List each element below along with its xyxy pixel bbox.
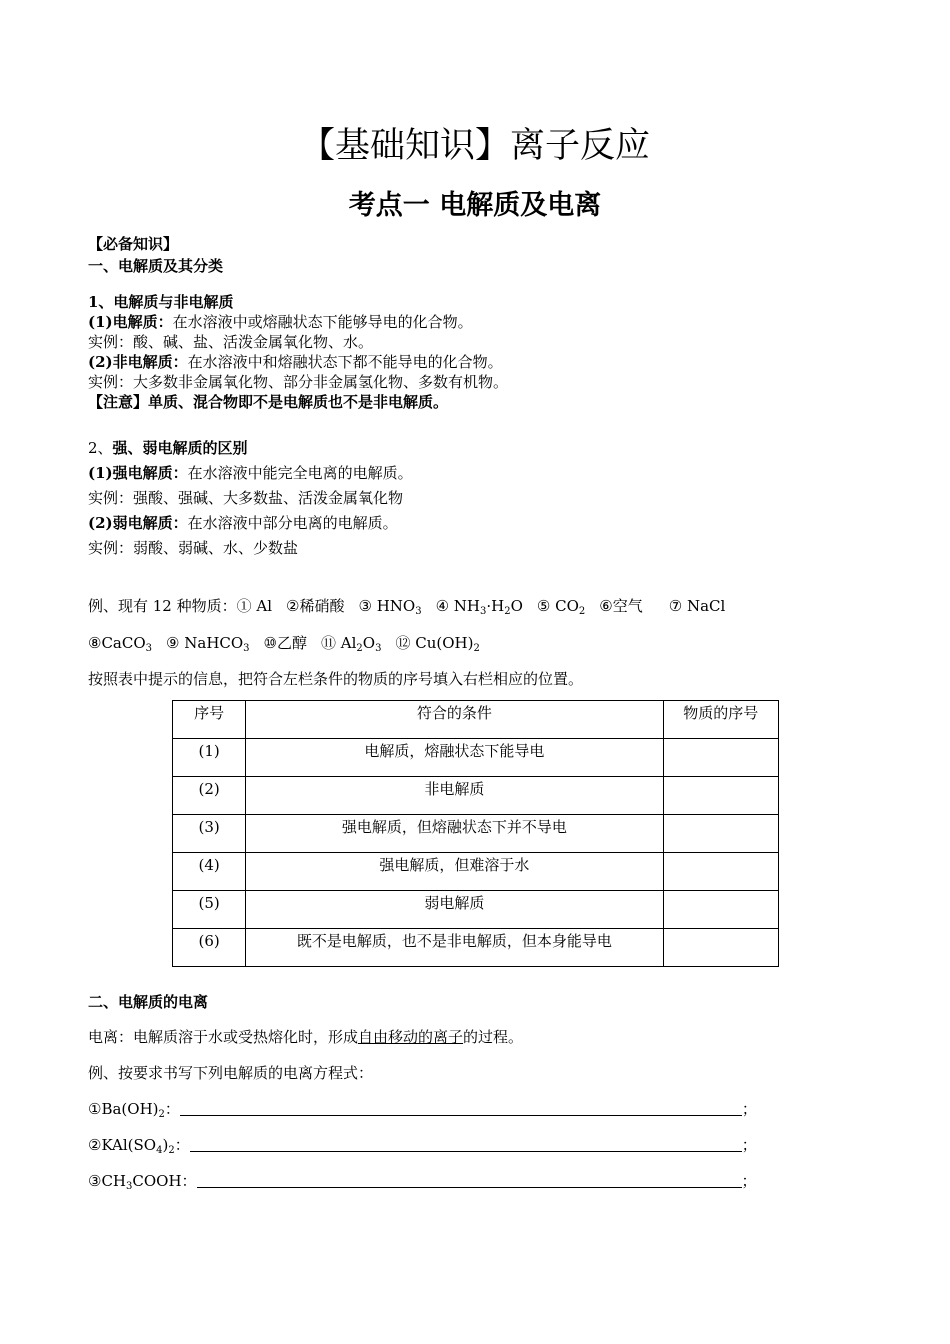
part-1-heading: 1、电解质与非电解质 xyxy=(88,293,234,311)
substance-3: ③ $HNO_3$ xyxy=(358,597,422,617)
row-condition: 强电解质，但熔融状态下并不导电 xyxy=(246,815,663,853)
substance-11: ⑪ $Al_2O_3$ xyxy=(321,634,382,654)
strong-electrolyte-examples: 实例：强酸、强碱、大多数盐、活泼金属氧化物 xyxy=(88,489,404,507)
weak-electrolyte-examples: 实例：弱酸、弱碱、水、少数盐 xyxy=(88,539,299,557)
nonelectrolyte-examples: 实例：大多数非金属氧化物、部分非金属氢化物、多数有机物。 xyxy=(88,373,509,391)
row-condition: 非电解质 xyxy=(246,777,663,815)
header-substances: 物质的序号 xyxy=(663,701,778,739)
weak-electrolyte-definition xyxy=(88,513,398,533)
row-condition: 既不是电解质，也不是非电解质，但本身能导电 xyxy=(246,929,663,967)
electrolyte-definition xyxy=(88,312,473,332)
substance-2: ②稀硝酸 xyxy=(286,597,345,615)
section-required-knowledge: 【必备知识】 xyxy=(88,235,179,253)
row-answer-cell[interactable] xyxy=(663,777,778,815)
question-3-end: ； xyxy=(741,1172,757,1190)
substance-4: ④ $NH_3\cdot H_2O$ xyxy=(435,597,523,617)
ionization-text-pre: 电离：电解质溶于水或受热熔化时，形成 xyxy=(88,1028,359,1046)
weak-text: 在水溶液中部分电离的电解质。 xyxy=(187,514,398,532)
answer-blank-3[interactable] xyxy=(197,1173,742,1188)
electrolyte-label: (1)电解质： xyxy=(88,313,173,331)
question-1 xyxy=(88,1099,757,1119)
example-2-intro: 例、按要求书写下列电解质的电离方程式： xyxy=(88,1064,374,1082)
row-number: (1) xyxy=(173,739,246,777)
row-condition: 电解质，熔融状态下能导电 xyxy=(246,739,663,777)
page-title: 【基础知识】离子反应 xyxy=(299,126,650,166)
row-answer-cell[interactable] xyxy=(663,853,778,891)
strong-label: (1)强电解质： xyxy=(88,464,188,482)
substance-1: ① Al xyxy=(236,597,273,615)
table-header-row xyxy=(173,701,779,739)
substance-6: ⑥空气 xyxy=(599,597,643,615)
example-1-substances-line-2 xyxy=(88,633,480,653)
table-row xyxy=(173,891,779,929)
part-2-heading xyxy=(88,438,248,458)
question-2 xyxy=(88,1135,757,1155)
header-condition: 符合的条件 xyxy=(246,701,663,739)
strong-text: 在水溶液中能完全电离的电解质。 xyxy=(187,464,413,482)
row-number: (6) xyxy=(173,929,246,967)
row-number: (5) xyxy=(173,891,246,929)
nonelectrolyte-text: 在水溶液中和熔融状态下都不能导电的化合物。 xyxy=(187,353,503,371)
example-1-intro: 例、现有 12 种物质： xyxy=(88,597,237,615)
example-1-substances-line-1 xyxy=(88,596,725,616)
substance-10: ⑩乙醇 xyxy=(263,634,307,652)
classification-table xyxy=(172,700,779,967)
row-answer-cell[interactable] xyxy=(663,891,778,929)
question-1-end: ； xyxy=(741,1100,757,1118)
substance-5: ⑤ $CO_2$ xyxy=(536,597,586,617)
table-row xyxy=(173,815,779,853)
row-answer-cell[interactable] xyxy=(663,929,778,967)
table-row xyxy=(173,929,779,967)
part-2-number: 2、 xyxy=(88,439,113,457)
row-answer-cell[interactable] xyxy=(663,815,778,853)
section-1-title: 一、电解质及其分类 xyxy=(88,257,224,275)
question-3-formula: $③CH_3COOH$： xyxy=(88,1172,197,1192)
electrolyte-examples: 实例：酸、碱、盐、活泼金属氧化物、水。 xyxy=(88,333,374,351)
question-3 xyxy=(88,1171,757,1191)
answer-blank-1[interactable] xyxy=(180,1101,742,1116)
row-number: (3) xyxy=(173,815,246,853)
row-answer-cell[interactable] xyxy=(663,739,778,777)
nonelectrolyte-label: (2)非电解质： xyxy=(88,353,188,371)
table-row xyxy=(173,777,779,815)
question-2-end: ； xyxy=(741,1136,757,1154)
question-1-formula: $①Ba(OH)_2$： xyxy=(88,1100,180,1120)
question-2-formula: $②KAl(SO_4)_2$： xyxy=(88,1136,190,1156)
strong-electrolyte-definition xyxy=(88,463,413,483)
ionization-text-post: 的过程。 xyxy=(463,1028,524,1046)
substance-8: ⑧CaCO$_3$ xyxy=(88,634,153,654)
ionization-underlined: 自由移动的离子 xyxy=(358,1028,464,1046)
row-condition: 强电解质，但难溶于水 xyxy=(246,853,663,891)
table-row xyxy=(173,853,779,891)
substance-12: ⑫ $Cu(OH)_2$ xyxy=(395,634,480,654)
note: 【注意】单质、混合物即不是电解质也不是非电解质。 xyxy=(88,393,449,411)
row-number: (2) xyxy=(173,777,246,815)
part-2-heading-text: 强、弱电解质的区别 xyxy=(112,439,248,457)
weak-label: (2)弱电解质： xyxy=(88,514,188,532)
table-row xyxy=(173,739,779,777)
answer-blank-2[interactable] xyxy=(190,1137,742,1152)
ionization-definition xyxy=(88,1027,523,1047)
substance-9: ⑨ NaHCO$_3$ xyxy=(166,634,250,654)
electrolyte-text: 在水溶液中或熔融状态下能够导电的化合物。 xyxy=(172,313,473,331)
example-1-instruction: 按照表中提示的信息，把符合左栏条件的物质的序号填入右栏相应的位置。 xyxy=(88,670,584,688)
substance-7: ⑦ NaCl xyxy=(668,597,726,615)
section-2-title: 二、电解质的电离 xyxy=(88,993,209,1011)
row-condition: 弱电解质 xyxy=(246,891,663,929)
nonelectrolyte-definition xyxy=(88,352,503,372)
row-number: (4) xyxy=(173,853,246,891)
header-number: 序号 xyxy=(173,701,246,739)
page-subtitle: 考点一 电解质及电离 xyxy=(348,190,602,221)
